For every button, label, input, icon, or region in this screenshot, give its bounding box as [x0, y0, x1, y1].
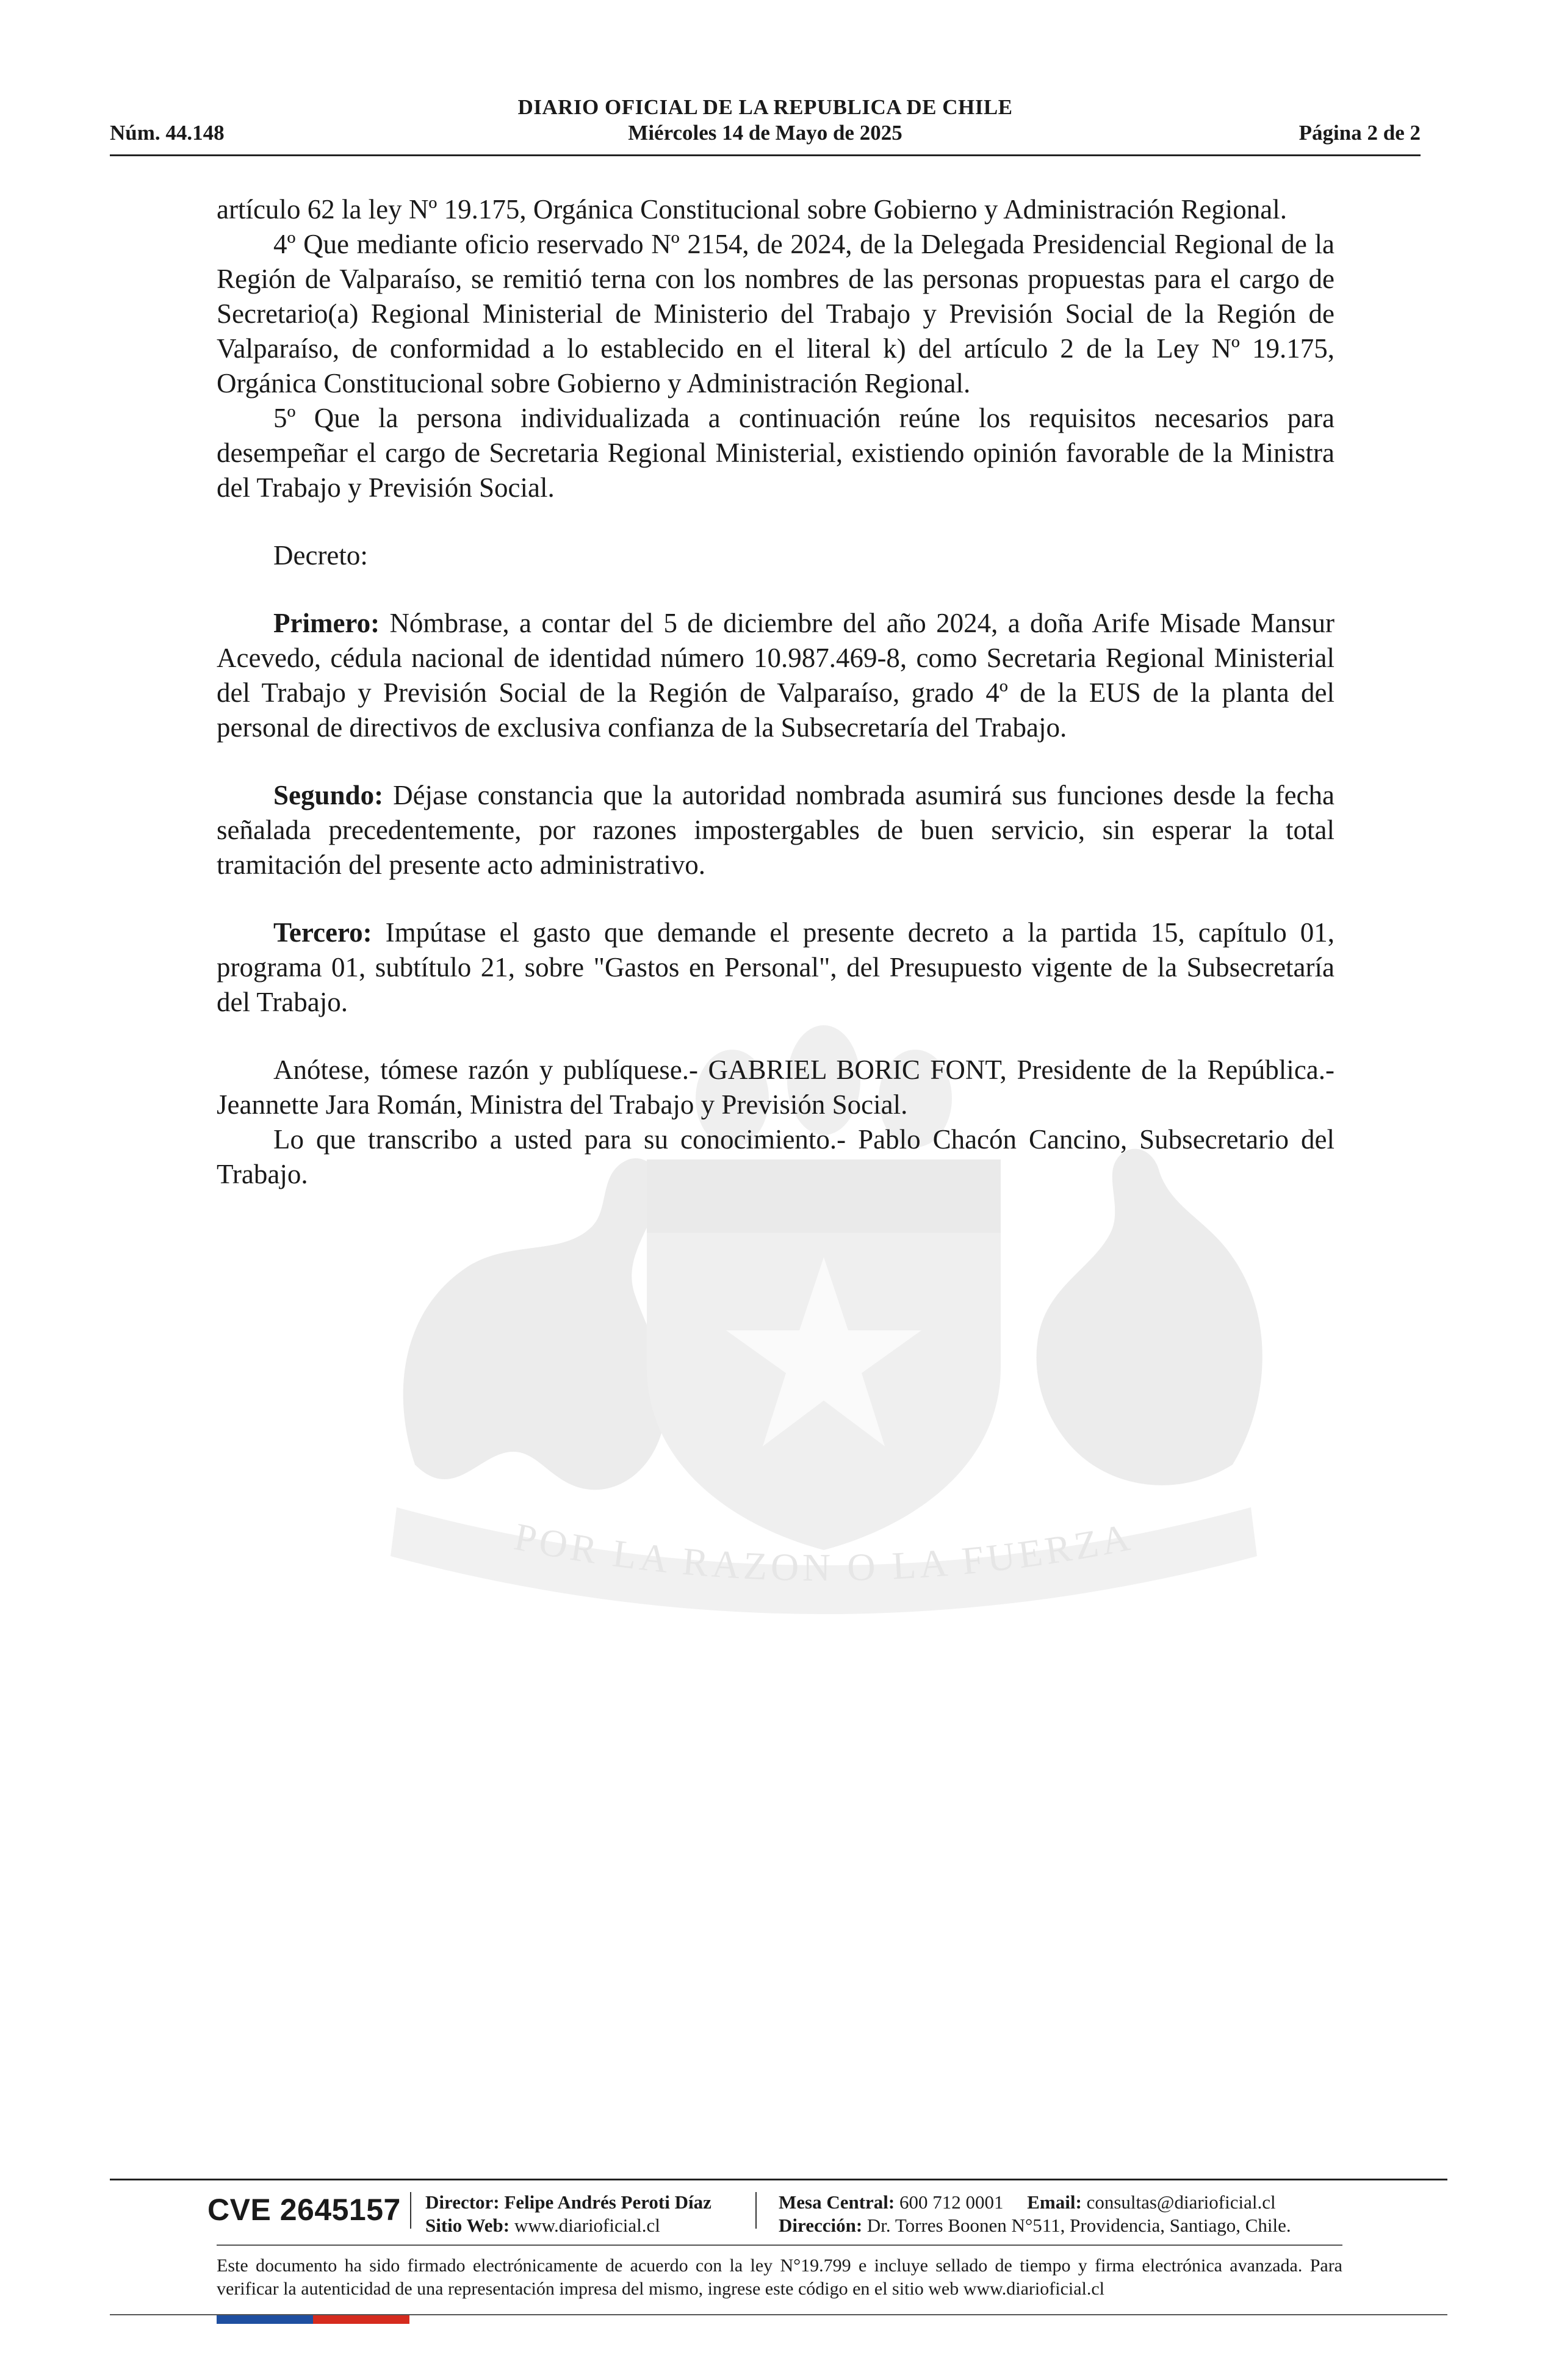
- article-primero: [217, 606, 1334, 745]
- footer-separator: [755, 2192, 757, 2229]
- considerando-4: 4º Que mediante oficio reservado Nº 2154, de 2024, de la Delegada Presidencial Regional de la Región de Valparaíso, se remitió terna con los nombres de las personas propuestas para el cargo de Secretario(a) Regional Ministerial de Ministerio del Trabajo y Previsión Social de la Región de Valparaíso, de conformidad a lo establecido en el literal k) del artículo 2 de la Ley Nº 19.175, Orgánica Constitucional sobre Gobierno y Administración Regional.: [217, 229, 1334, 398]
- website-label: Sitio Web:: [425, 2215, 510, 2236]
- closing-signatures: Anótese, tómese razón y publíquese.- GABRIEL BORIC FONT, Presidente de la República.- Jeannette Jara Román, Ministra del Trabajo y Previsión Social.: [217, 1055, 1334, 1120]
- article-text: Déjase constancia que la autoridad nombrada asumirá sus funciones desde la fecha señalada precedentemente, por razones impostergables de buen servicio, sin esperar la total tramitación del presente acto administrativo.: [217, 780, 1334, 880]
- closing-transcription: Lo que transcribo a usted para su conocimiento.- Pablo Chacón Cancino, Subsecretario del Trabajo.: [217, 1124, 1334, 1189]
- email-link[interactable]: consultas@diarioficial.cl: [1086, 2191, 1276, 2213]
- email-label: Email:: [1027, 2191, 1082, 2213]
- footer-contact-block: [779, 2191, 1291, 2237]
- paragraph-continuation: artículo 62 la ley Nº 19.175, Orgánica Constitucional sobre Gobierno y Administración Regional.: [217, 194, 1288, 225]
- page-header: [110, 92, 1421, 159]
- article-tercero: [217, 915, 1334, 1020]
- header-divider: [110, 154, 1421, 156]
- publication-name: DIARIO OFICIAL DE LA REPUBLICA DE CHILE: [517, 95, 1013, 119]
- cve-code: CVE 2645157: [207, 2193, 401, 2227]
- flag-red-segment: [313, 2315, 409, 2324]
- article-label: Primero:: [273, 608, 380, 638]
- footer-separator: [410, 2192, 411, 2229]
- flag-blue-segment: [217, 2315, 313, 2324]
- page-number: Página 2 de 2: [1298, 121, 1421, 145]
- decree-body: [217, 192, 1334, 1192]
- website-link[interactable]: www.diarioficial.cl: [514, 2215, 660, 2236]
- address-label: Dirección:: [779, 2215, 863, 2236]
- issue-number: Núm. 44.148: [110, 121, 225, 145]
- issue-date: Miércoles 14 de Mayo de 2025: [628, 121, 902, 145]
- footer-inner-divider: [217, 2245, 1342, 2246]
- article-text: Nómbrase, a contar del 5 de diciembre del año 2024, a doña Arife Misade Mansur Acevedo, cédula nacional de identidad número 10.987.469-8, como Secretaria Regional Ministerial del Trabajo y Previsión Social de la Región de Valparaíso, grado 4º de la EUS de la planta del personal de directivos de exclusiva confianza de la Subsecretaría del Trabajo.: [217, 608, 1334, 743]
- footer-divider: [110, 2179, 1447, 2180]
- director-name: Felipe Andrés Peroti Díaz: [504, 2191, 711, 2213]
- page-footer: [110, 2179, 1447, 2325]
- mesa-label: Mesa Central:: [779, 2191, 895, 2213]
- mesa-phone: 600 712 0001: [899, 2191, 1004, 2213]
- motto-text: POR LA RAZON O LA FUERZA: [511, 1514, 1137, 1590]
- article-segundo: [217, 778, 1334, 882]
- considerando-5: 5º Que la persona individualizada a continuación reúne los requisitos necesarios para desempeñar el cargo de Secretaria Regional Ministerial, existiendo opinión favorable de la Ministra del Trabajo y Previsión Social.: [217, 403, 1334, 503]
- director-label: Director:: [425, 2191, 500, 2213]
- article-label: Tercero:: [273, 917, 372, 948]
- electronic-signature-notice: Este documento ha sido firmado electrónicamente de acuerdo con la ley N°19.799 e incluye sellado de tiempo y firma electrónica avanzada. Para verificar la autenticidad de una representación impresa del mismo, ingrese este código en el sitio web www.diarioficial.cl: [217, 2256, 1342, 2299]
- decreto-heading: Decreto:: [273, 540, 368, 571]
- footer-director-block: [425, 2191, 711, 2237]
- chile-flag-stripe: [217, 2315, 409, 2324]
- address-value: Dr. Torres Boonen N°511, Providencia, Santiago, Chile.: [866, 2215, 1291, 2236]
- article-label: Segundo:: [273, 780, 384, 810]
- article-text: Impútase el gasto que demande el presente decreto a la partida 15, capítulo 01, programa 01, subtítulo 21, sobre "Gastos en Personal", del Presupuesto vigente de la Subsecretaría del Trabajo.: [217, 917, 1334, 1017]
